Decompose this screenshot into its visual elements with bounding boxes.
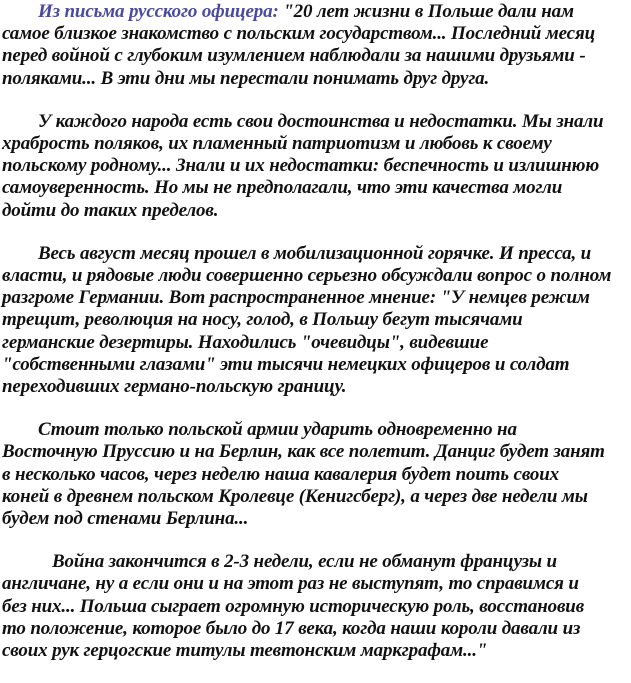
letter-document — [2, 1, 631, 683]
paragraph-line: Война закончится в 2-3 недели, если не обманут французы и — [52, 551, 557, 573]
paragraph-line: польскому родному... Знали и их недостатки: беспечность и излишнюю — [2, 155, 600, 177]
paragraph-2 — [2, 111, 631, 222]
paragraph-line: храбрость поляков, их пламенный патриотизм и любовь к своему — [2, 133, 552, 155]
paragraph-line: Весь август месяц прошел в мобилизационной горячке. И пресса, и — [38, 242, 592, 264]
paragraph-line: дойти до таких пределов. — [2, 199, 219, 221]
paragraph-line: самое близкое знакомство с польским государством... Последний месяц — [2, 23, 596, 45]
paragraph-line: Стоит только польской армии ударить одновременно на — [38, 419, 517, 441]
paragraph-line: У каждого народа есть свои достоинства и недостатки. Мы знали — [38, 110, 604, 132]
paragraph-3 — [2, 243, 631, 398]
paragraph-line: в несколько часов, через неделю наша кавалерия будет поить своих — [2, 463, 560, 485]
paragraph-line — [2, 1, 631, 23]
paragraph-line: самоуверенность. Но мы не предполагали, что эти качества могли — [2, 177, 563, 199]
paragraph-5 — [2, 551, 631, 662]
paragraph-line: англичане, ну а если они и на этот раз не выступят, то справимся и — [2, 573, 579, 595]
paragraph-line: власти, и рядовые люди совершенно серьезно обсуждали вопрос о полном — [2, 265, 612, 287]
paragraph-line: то положение, которое было до 17 века, когда наши короли давали из — [2, 617, 581, 639]
paragraph-line: разгроме Германии. Вот распространенное мнение: "У немцев режим — [2, 287, 590, 309]
paragraph-line: поляками... В эти дни мы перестали понимать друг друга. — [2, 67, 490, 89]
paragraph-line: Восточную Пруссию и на Берлин, как все полетит. Данциг будет занят — [2, 441, 605, 463]
paragraph-line: будем под стенами Берлина... — [2, 508, 249, 530]
paragraph-line: трещит, революция на носу, голод, в Польшу бегут тысячами — [2, 309, 523, 331]
paragraph-line: переходивших германо-польскую границу. — [2, 376, 347, 398]
paragraph-line: "собственными глазами" эти тысячи немецких офицеров и солдат — [2, 353, 570, 375]
paragraph-line: германские дезертиры. Находились "очевидцы", видевшие — [2, 331, 489, 353]
paragraph-line: перед войной с глубоким изумлением наблюдали за нашими друзьями - — [2, 45, 586, 67]
source-label: Из письма русского офицера: — [38, 1, 279, 22]
paragraph-text: "20 лет жизни в Польше дали нам — [278, 1, 574, 22]
paragraph-line: коней в древнем польском Кролевце (Кенигсберг), а через две недели мы — [2, 485, 588, 507]
paragraph-1 — [2, 1, 631, 90]
paragraph-4 — [2, 419, 631, 530]
paragraph-line: своих рук герцогские титулы тевтонским маркграфам..." — [2, 640, 488, 662]
paragraph-line: без них... Польша сыграет огромную историческую роль, восстановив — [2, 595, 585, 617]
